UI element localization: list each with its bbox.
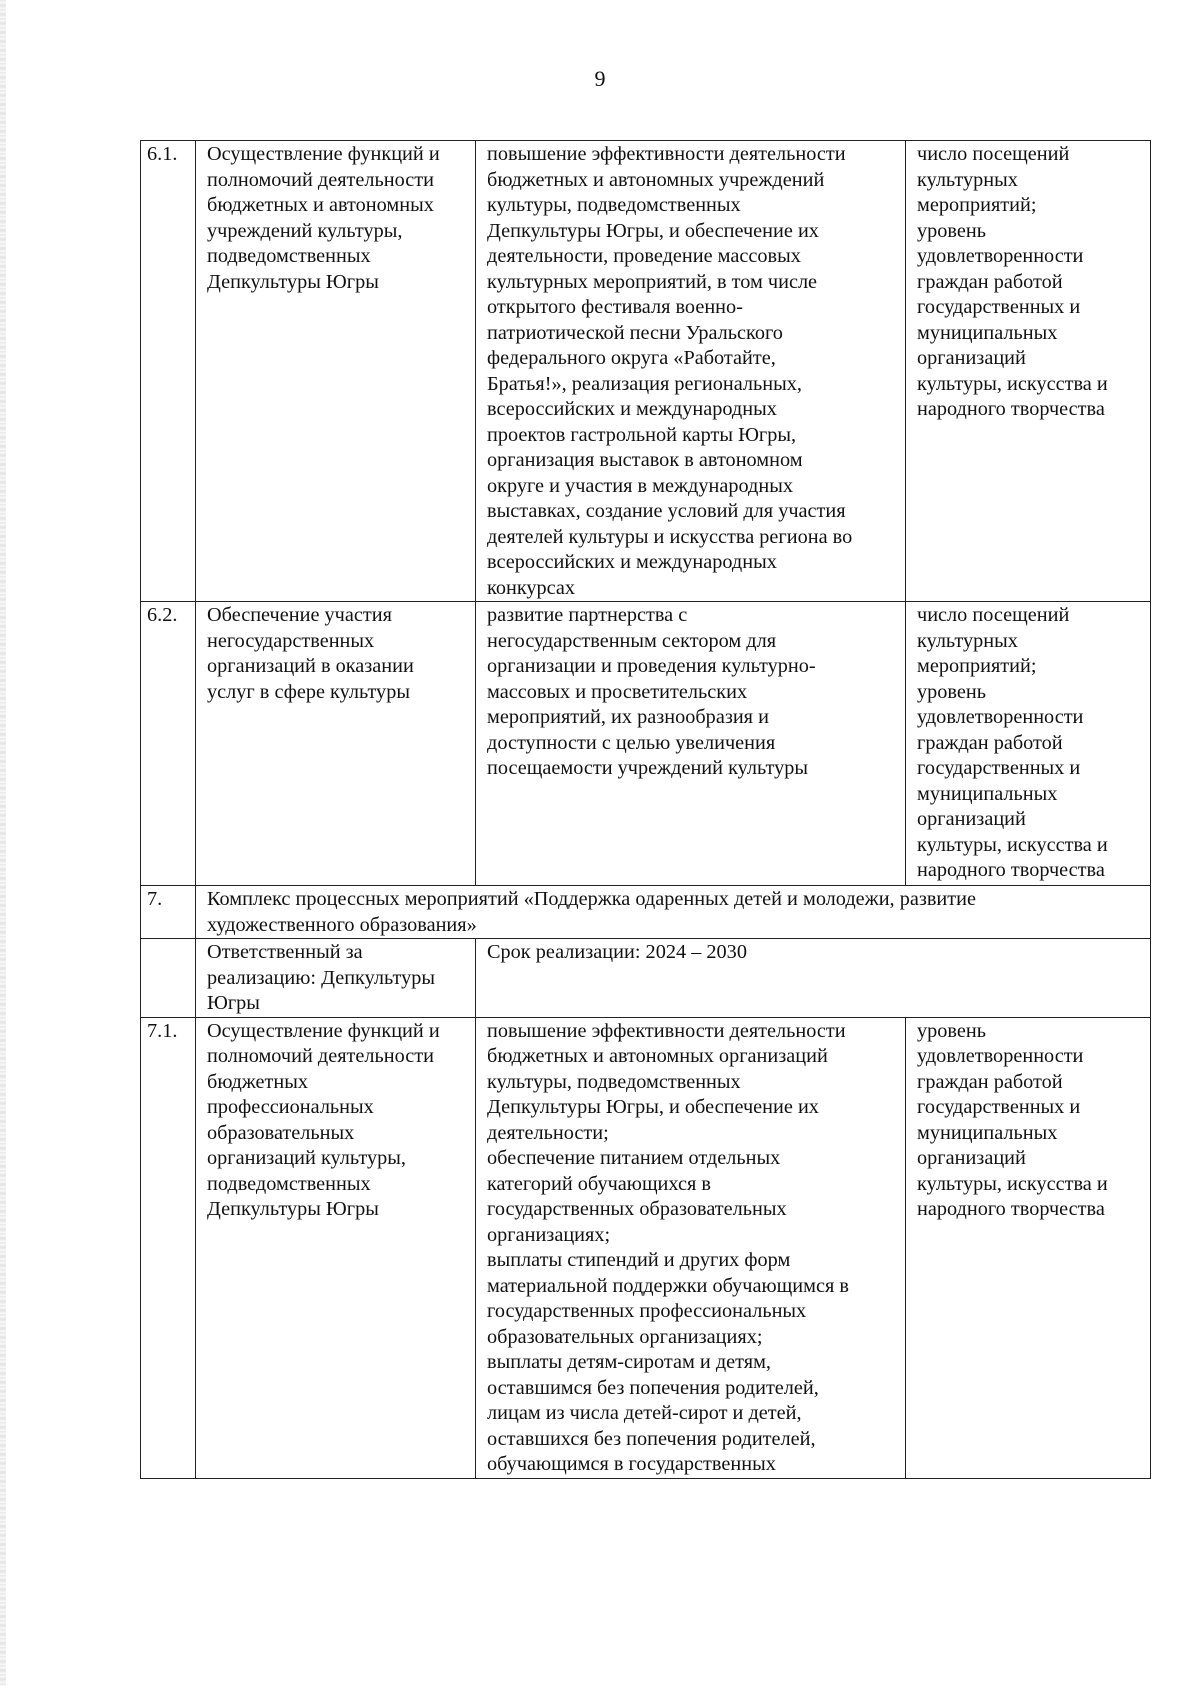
text-line: лицам из числа детей-сирот и детей, — [487, 1402, 802, 1424]
text-line: учреждений культуры, — [207, 219, 403, 242]
text-line: организациях; — [487, 1223, 611, 1246]
measure-description — [487, 603, 899, 782]
measure-name-cell — [196, 602, 476, 886]
table-row — [141, 141, 1151, 602]
text-line: образовательных — [207, 1121, 355, 1144]
text-line: организация выставок в автономном — [487, 449, 803, 471]
measure-name-cell — [196, 141, 476, 602]
text-line: услуг в сфере культуры — [207, 680, 410, 703]
indicators — [917, 142, 1144, 423]
section-title — [207, 887, 1144, 938]
text-line: выплаты детям-сиротам и детям, — [487, 1351, 772, 1373]
text-line: Осуществление функций и — [207, 143, 440, 165]
text-line: культуры, искусства и — [917, 372, 1108, 395]
page-number: 9 — [594, 66, 606, 91]
measure-name-cell — [196, 1017, 476, 1478]
text-line: граждан работой — [917, 731, 1063, 754]
table-row — [141, 1017, 1151, 1478]
text-line: Ответственный за — [207, 941, 363, 963]
text-line: посещаемости учреждений культуры — [487, 757, 809, 779]
text-line: конкурсах — [487, 576, 576, 599]
text-line: подведомственных — [207, 1172, 371, 1195]
text-line: удовлетворенности — [917, 706, 1084, 728]
text-line: образовательных организациях; — [487, 1325, 763, 1348]
text-line: государственных и — [917, 296, 1081, 318]
text-line: негосударственным сектором для — [487, 629, 777, 652]
row-number: 6.2. — [141, 602, 196, 886]
text-line: Комплекс процессных мероприятий «Поддержка одаренных детей и молодежи, развитие — [207, 888, 976, 910]
text-line: удовлетворенности — [917, 245, 1084, 267]
section-number: 7. — [141, 886, 196, 939]
text-line: государственных профессиональных — [487, 1300, 807, 1322]
text-line: число посещений — [917, 143, 1070, 165]
text-line: обеспечение питанием отдельных — [487, 1147, 781, 1169]
text-line: деятельности; — [487, 1121, 609, 1144]
text-line: государственных и — [917, 1096, 1081, 1118]
text-line: Депкультуры Югры — [207, 1198, 379, 1220]
text-line: муниципальных — [917, 782, 1058, 805]
text-line: художественного образования» — [207, 913, 477, 936]
text-line: организаций — [917, 1147, 1026, 1169]
text-line: народного творчества — [917, 398, 1105, 420]
section-header-row — [141, 886, 1151, 939]
row-number: 7.1. — [141, 1017, 196, 1478]
scan-edge — [0, 0, 6, 1686]
text-line: организаций — [917, 808, 1026, 830]
indicator-cell — [906, 602, 1151, 886]
text-line: культурных мероприятий, в том числе — [487, 270, 818, 293]
text-line: полномочий деятельности — [207, 1045, 434, 1067]
text-line: Депкультуры Югры, и обеспечение их — [487, 219, 819, 242]
text-line: культурных — [917, 629, 1018, 652]
text-line: материальной поддержки обучающимся в — [487, 1274, 849, 1297]
text-line: граждан работой — [917, 1070, 1063, 1093]
responsible — [207, 940, 469, 1017]
text-line: негосударственных — [207, 629, 375, 652]
row-number: 6.1. — [141, 141, 196, 602]
text-line: Братья!», реализация региональных, — [487, 372, 802, 395]
text-line: повышение эффективности деятельности — [487, 143, 846, 165]
text-line: выставках, создание условий для участия — [487, 500, 846, 522]
text-line: уровень — [917, 680, 986, 703]
text-line: всероссийских и международных — [487, 398, 777, 420]
text-line: организаций культуры, — [207, 1147, 406, 1169]
section-meta-row — [141, 939, 1151, 1018]
text-line: бюджетных и автономных организаций — [487, 1045, 828, 1067]
measure-description-cell — [476, 602, 906, 886]
text-line: уровень — [917, 219, 986, 242]
text-line: деятельности, проведение массовых — [487, 245, 801, 267]
text-line: реализацию: Депкультуры — [207, 966, 435, 989]
text-line: мероприятий, их разнообразия и — [487, 706, 769, 728]
text-line: полномочий деятельности — [207, 168, 434, 191]
text-line: культуры, искусства и — [917, 1172, 1108, 1195]
text-line: Обеспечение участия — [207, 604, 392, 626]
text-line: развитие партнерства с — [487, 604, 688, 626]
table-row — [141, 602, 1151, 886]
text-line: бюджетных и автономных — [207, 194, 434, 216]
text-line: мероприятий; — [917, 194, 1037, 216]
measure-name — [207, 142, 469, 295]
text-line: организаций — [917, 347, 1026, 369]
text-line: государственных образовательных — [487, 1198, 787, 1220]
text-line: оставшимся без попечения родителей, — [487, 1376, 819, 1399]
text-line: бюджетных и автономных учреждений — [487, 168, 825, 191]
text-line: народного творчества — [917, 859, 1105, 881]
indicators — [917, 1019, 1144, 1223]
text-line: проектов гастрольной карты Югры, — [487, 423, 797, 446]
text-line: округе и участия в международных — [487, 474, 793, 497]
section-title-cell — [196, 886, 1151, 939]
responsible-cell — [196, 939, 476, 1018]
text-line: культуры, подведомственных — [487, 1070, 741, 1093]
measure-name — [207, 1019, 469, 1223]
text-line: удовлетворенности — [917, 1045, 1084, 1067]
text-line: Осуществление функций и — [207, 1019, 440, 1042]
text-line: муниципальных — [917, 1121, 1058, 1144]
measure-description-cell — [476, 141, 906, 602]
text-line: граждан работой — [917, 270, 1063, 293]
text-line: оставшихся без попечения родителей, — [487, 1427, 816, 1450]
text-line: подведомственных — [207, 245, 371, 267]
text-line: Югры — [207, 992, 260, 1014]
text-line: деятелей культуры и искусства региона во — [487, 525, 853, 548]
text-line: Депкультуры Югры — [207, 270, 379, 293]
text-line: народного творчества — [917, 1198, 1105, 1220]
text-line: муниципальных — [917, 321, 1058, 344]
indicators — [917, 603, 1144, 884]
measure-name — [207, 603, 469, 705]
text-line: профессиональных — [207, 1096, 374, 1118]
text-line: мероприятий; — [917, 655, 1037, 677]
text-line: доступности с целью увеличения — [487, 731, 776, 754]
measure-description — [487, 1019, 899, 1478]
text-line: массовых и просветительских — [487, 680, 748, 703]
text-line: выплаты стипендий и других форм — [487, 1249, 791, 1271]
text-line: культуры, подведомственных — [487, 194, 741, 216]
text-line: категорий обучающихся в — [487, 1172, 711, 1195]
measure-description — [487, 142, 899, 601]
text-line: организаций в оказании — [207, 655, 414, 677]
text-line: повышение эффективности деятельности — [487, 1019, 846, 1042]
text-line: обучающимся в государственных — [487, 1453, 776, 1475]
text-line: государственных и — [917, 757, 1081, 779]
indicator-cell — [906, 141, 1151, 602]
term-cell: Срок реализации: 2024 – 2030 — [476, 939, 1151, 1018]
measures-table — [140, 140, 1151, 1479]
empty-cell — [141, 939, 196, 1018]
measure-description-cell — [476, 1017, 906, 1478]
text-line: организации и проведения культурно- — [487, 655, 816, 677]
text-line: число посещений — [917, 604, 1070, 626]
text-line: патриотической песни Уральского — [487, 321, 783, 344]
text-line: всероссийских и международных — [487, 551, 777, 573]
text-line: открытого фестиваля военно- — [487, 296, 743, 318]
text-line: уровень — [917, 1019, 986, 1042]
text-line: культуры, искусства и — [917, 833, 1108, 856]
text-line: бюджетных — [207, 1070, 308, 1093]
indicator-cell — [906, 1017, 1151, 1478]
text-line: культурных — [917, 168, 1018, 191]
text-line: Депкультуры Югры, и обеспечение их — [487, 1096, 819, 1118]
text-line: федерального округа «Работайте, — [487, 347, 776, 369]
